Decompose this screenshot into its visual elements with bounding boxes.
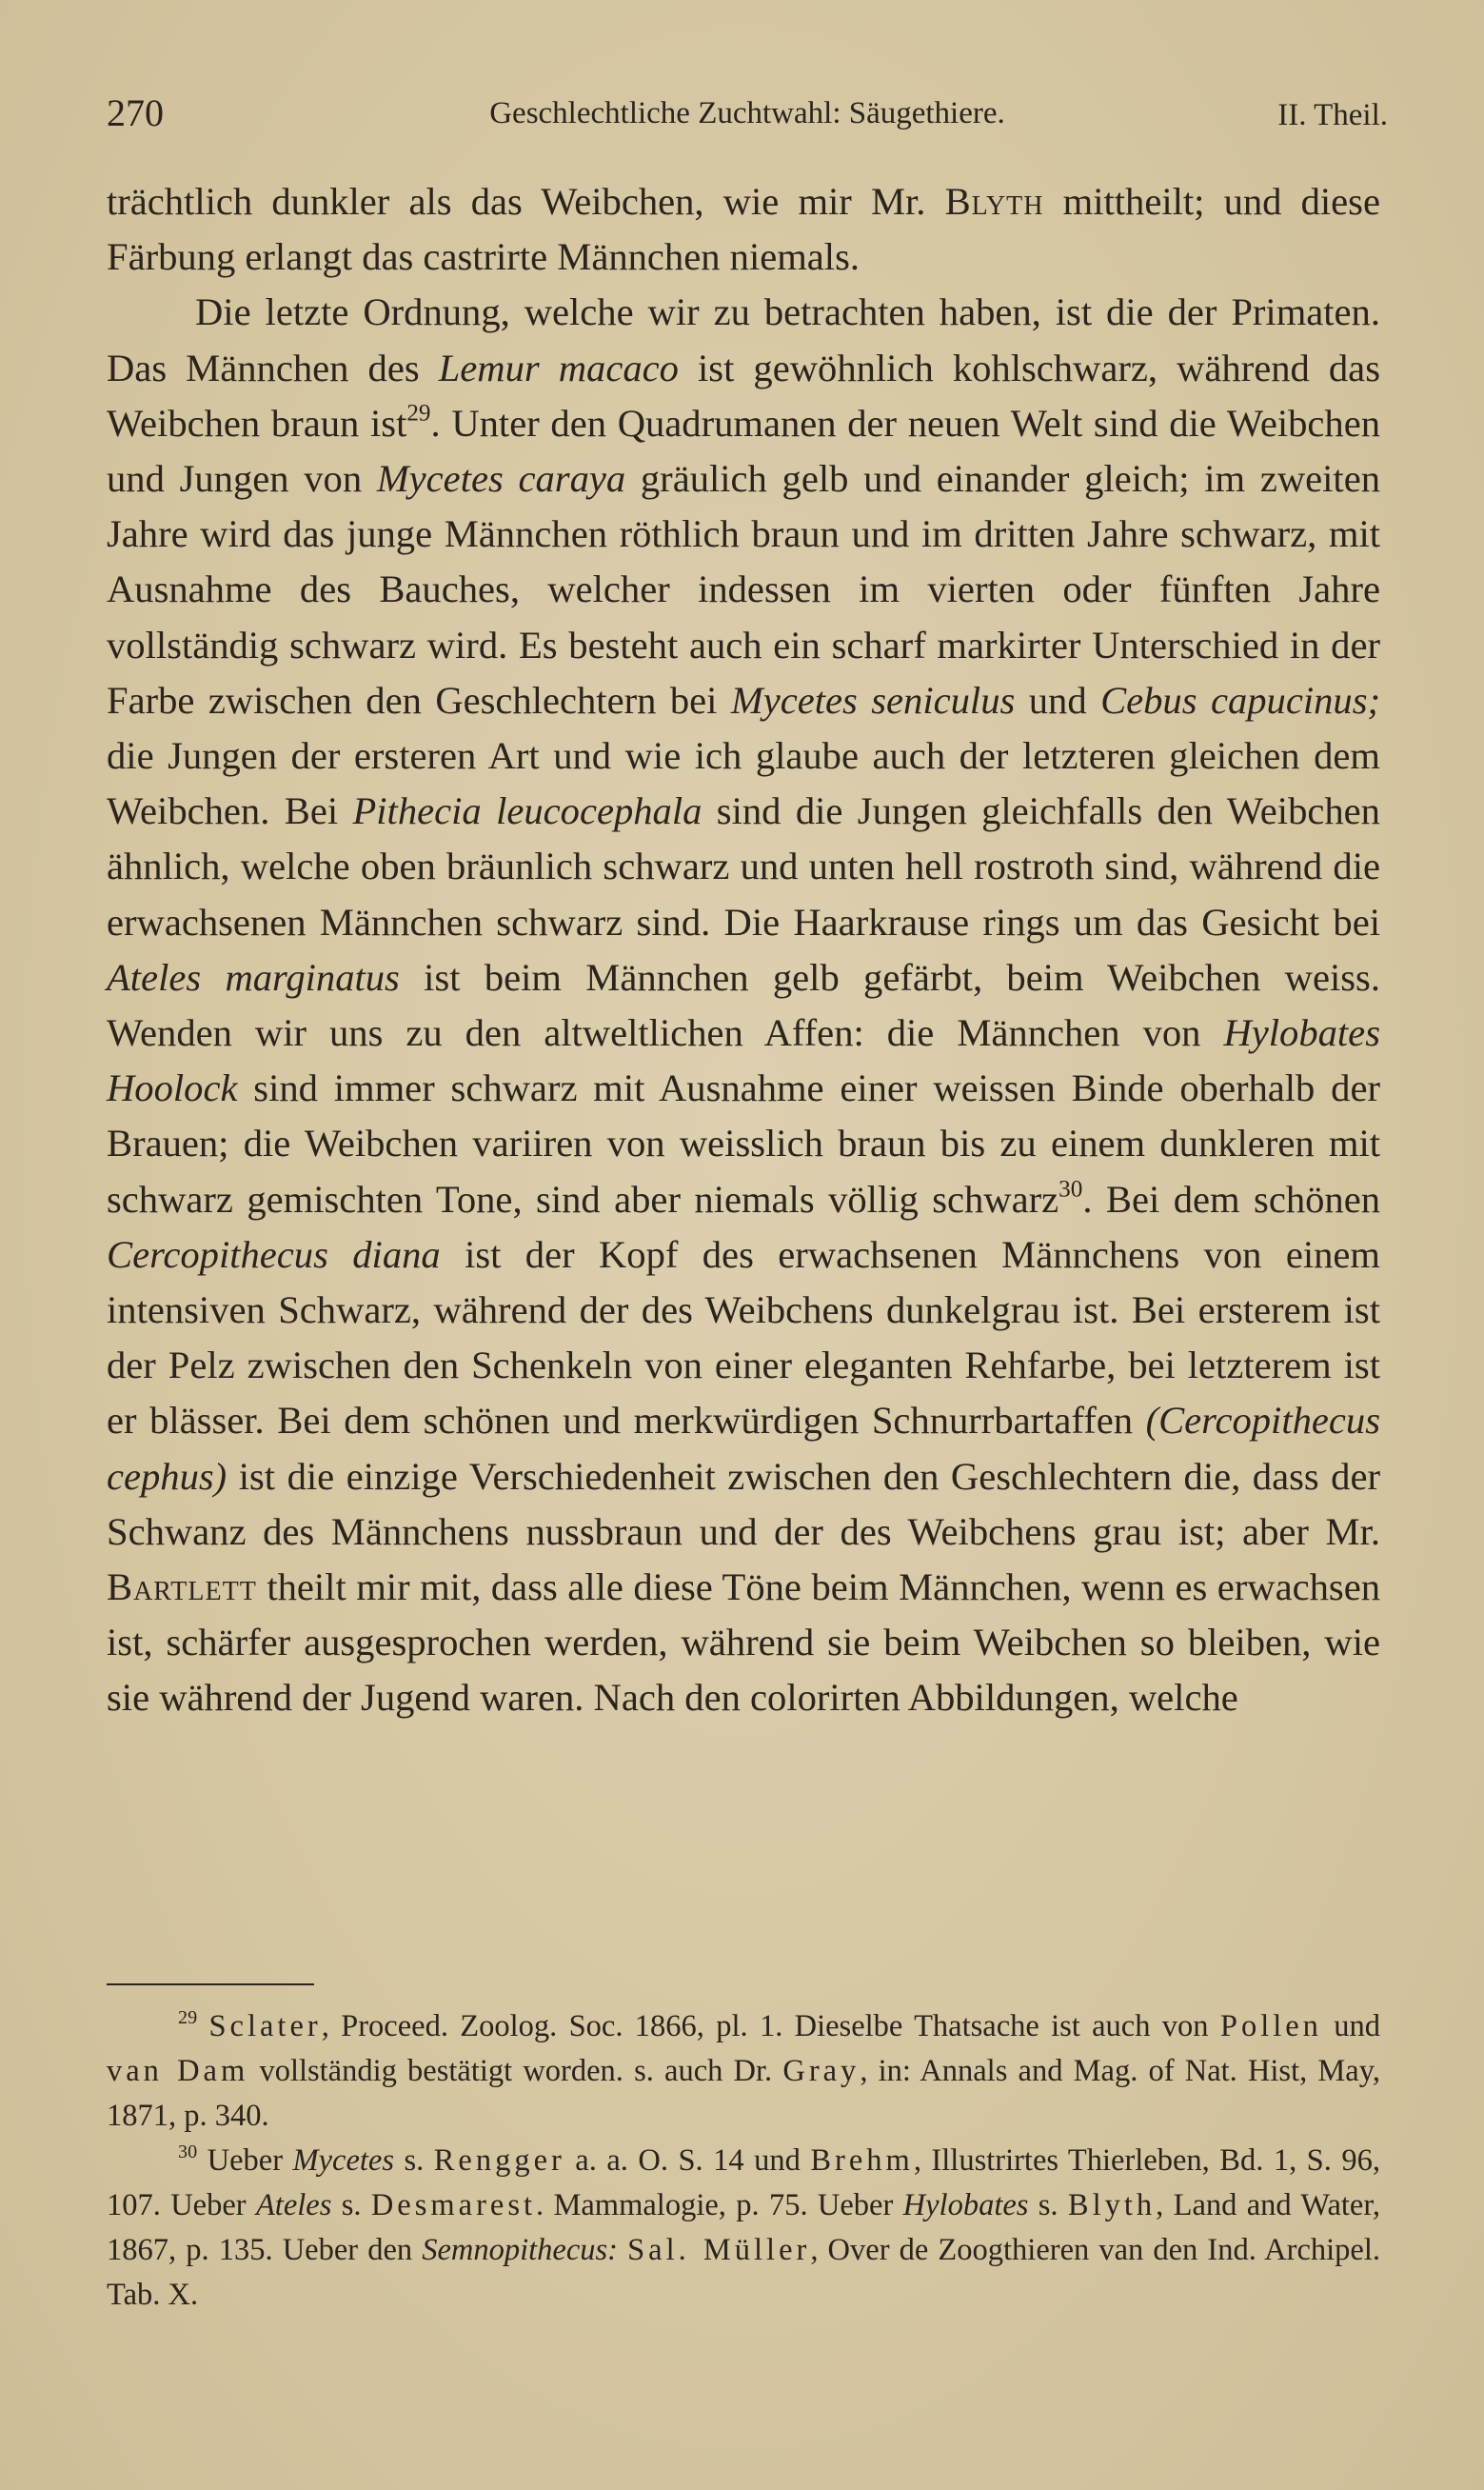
- species-name: Hylobates Hoolock: [107, 1011, 1380, 1110]
- species-name: Ateles marginatus: [107, 955, 400, 999]
- species-name: Mycetes seniculus: [730, 678, 1016, 722]
- species-name: Pithecia leucocephala: [352, 789, 702, 833]
- species-name: Mycetes caraya: [376, 457, 626, 501]
- species-name: Cebus capucinus;: [1100, 678, 1381, 722]
- species-name: Cercopithecus diana: [107, 1232, 441, 1276]
- footnote-ref-29[interactable]: 29: [406, 400, 431, 427]
- author-name: Brehm: [810, 2143, 914, 2179]
- species-name: Semnopithecus:: [422, 2232, 618, 2267]
- page-header: [107, 90, 1388, 148]
- author-name: Rengger: [433, 2143, 565, 2179]
- paragraph-primates: Die letzte Ordnung, welche wir zu betrachten haben, ist die der Primaten. Das Männchen des Lemur macaco ist gewöhnlich kohlschwarz, während das Weibchen braun ist$^{29}$. Unter den Quadrumanen der neuen Welt sind die Weibchen und Jungen von Mycetes caraya gräulich gelb und einander gleich; im zweiten Jahre wird das junge Männchen röthlich braun und im dritten Jahre schwarz, mit Ausnahme des Bauches, welcher indessen im vierten oder fünften Jahre vollständig schwarz wird. Es besteht auch ein scharf markirter Unterschied in der Farbe zwischen den Geschlechtern bei Mycetes seniculus und Cebus capucinus; die Jungen der ersteren Art und wie ich glaube auch der letzteren gleichen dem Weibchen. Bei Pithecia leucocephala sind die Jungen gleichfalls den Weibchen ähnlich, welche oben bräunlich schwarz und unten hell rostroth sind, während die erwachsenen Männchen schwarz sind. Die Haarkrause rings um das Gesicht bei Ateles marginatus ist beim Männchen gelb gefärbt, beim Weibchen weiss. Wenden wir uns zu den altweltlichen Affen: die Männchen von Hylobates Hoolock sind immer schwarz mit Ausnahme einer weissen Binde oberhalb der Brauen; die Weibchen variiren von weisslich braun bis zu einem dunkleren mit schwarz gemischten Tone, sind aber niemals völlig schwarz$^{30}$. Bei dem schönen Cercopithecus diana ist der Kopf des erwachsenen Männchens von einem intensiven Schwarz, während der des Weibchens dunkelgrau ist. Bei ersterem ist der Pelz zwischen den Schenkeln von einer eleganten Rehfarbe, bei letzterem ist er blässer. Bei dem schönen und merkwürdigen Schnurrbartaffen (Cercopithecus cephus) ist die einzige Verschiedenheit zwischen den Geschlechtern die, dass der Schwanz des Männchens nussbraun und der des Weibchens grau ist; aber Mr. Bartlett theilt mir mit, dass alle diese Töne beim Männchen, wenn es erwachsen ist, schärfer ausgesprochen werden, während sie beim Weibchen so bleiben, wie sie während der Jugend waren. Nach den colorirten Abbildungen, welche: [107, 290, 1381, 1720]
- author-name: Pollen: [1219, 2009, 1322, 2043]
- species-name: Hylobates: [902, 2188, 1029, 2223]
- species-name: Ateles: [255, 2188, 332, 2223]
- species-name: (Cercopithecus cephus): [107, 1399, 1380, 1498]
- part-label: II. Theil.: [1277, 98, 1388, 132]
- footnote-ref-30[interactable]: 30: [1059, 1176, 1083, 1203]
- paragraph-continuation: trächtlich dunkler als das Weibchen, wie mir Mr. Blyth mittheilt; und diese Färbung erlangt das castrirte Männchen niemals.: [107, 180, 1380, 279]
- author-name: Blyth: [1067, 2188, 1157, 2223]
- page-number: 270: [107, 91, 164, 134]
- footnote-divider: [107, 1983, 314, 1985]
- footnote-30: $^{30}$ Ueber Mycetes s. Rengger a. a. O. S. 14 und Brehm, Illustrirtes Thierleben, Bd. 1, S. 96, 107. Ueber Ateles s. Desmarest. Mammalogie, p. 75. Ueber Hylobates s. Blyth, Land and Water, 1867, p. 135. Ueber den Semnopithecus: Sal. Müller, Over de Zoogthieren van den Ind. Archipel. Tab. X.: [107, 2141, 1380, 2312]
- author-name: van Dam: [107, 2053, 249, 2088]
- species-name: Mycetes: [292, 2143, 394, 2179]
- author-name: Bartlett: [107, 1565, 257, 1609]
- footnote-29: $^{29}$ Sclater, Proceed. Zoolog. Soc. 1866, pl. 1. Dieselbe Thatsache ist auch von Pollen und van Dam vollständig bestätigt worden. s. auch Dr. Gray, in: Annals and Mag. of Nat. Hist, May, 1871, p. 340.: [107, 2006, 1381, 2133]
- main-text: [107, 174, 1380, 1726]
- footnotes: [107, 2004, 1380, 2318]
- running-title: Geschlechtliche Zuchtwahl: Säugethiere.: [489, 96, 1005, 130]
- author-name: Sal. Müller: [627, 2232, 811, 2267]
- species-name: Lemur macaco: [438, 346, 679, 389]
- author-name: Desmarest: [370, 2188, 537, 2223]
- footnote-number: 29: [178, 2006, 198, 2028]
- footnote-number: 30: [178, 2141, 198, 2163]
- author-name: Gray: [782, 2053, 861, 2088]
- author-name: Blyth: [944, 180, 1044, 223]
- author-name: Sclater: [208, 2009, 322, 2043]
